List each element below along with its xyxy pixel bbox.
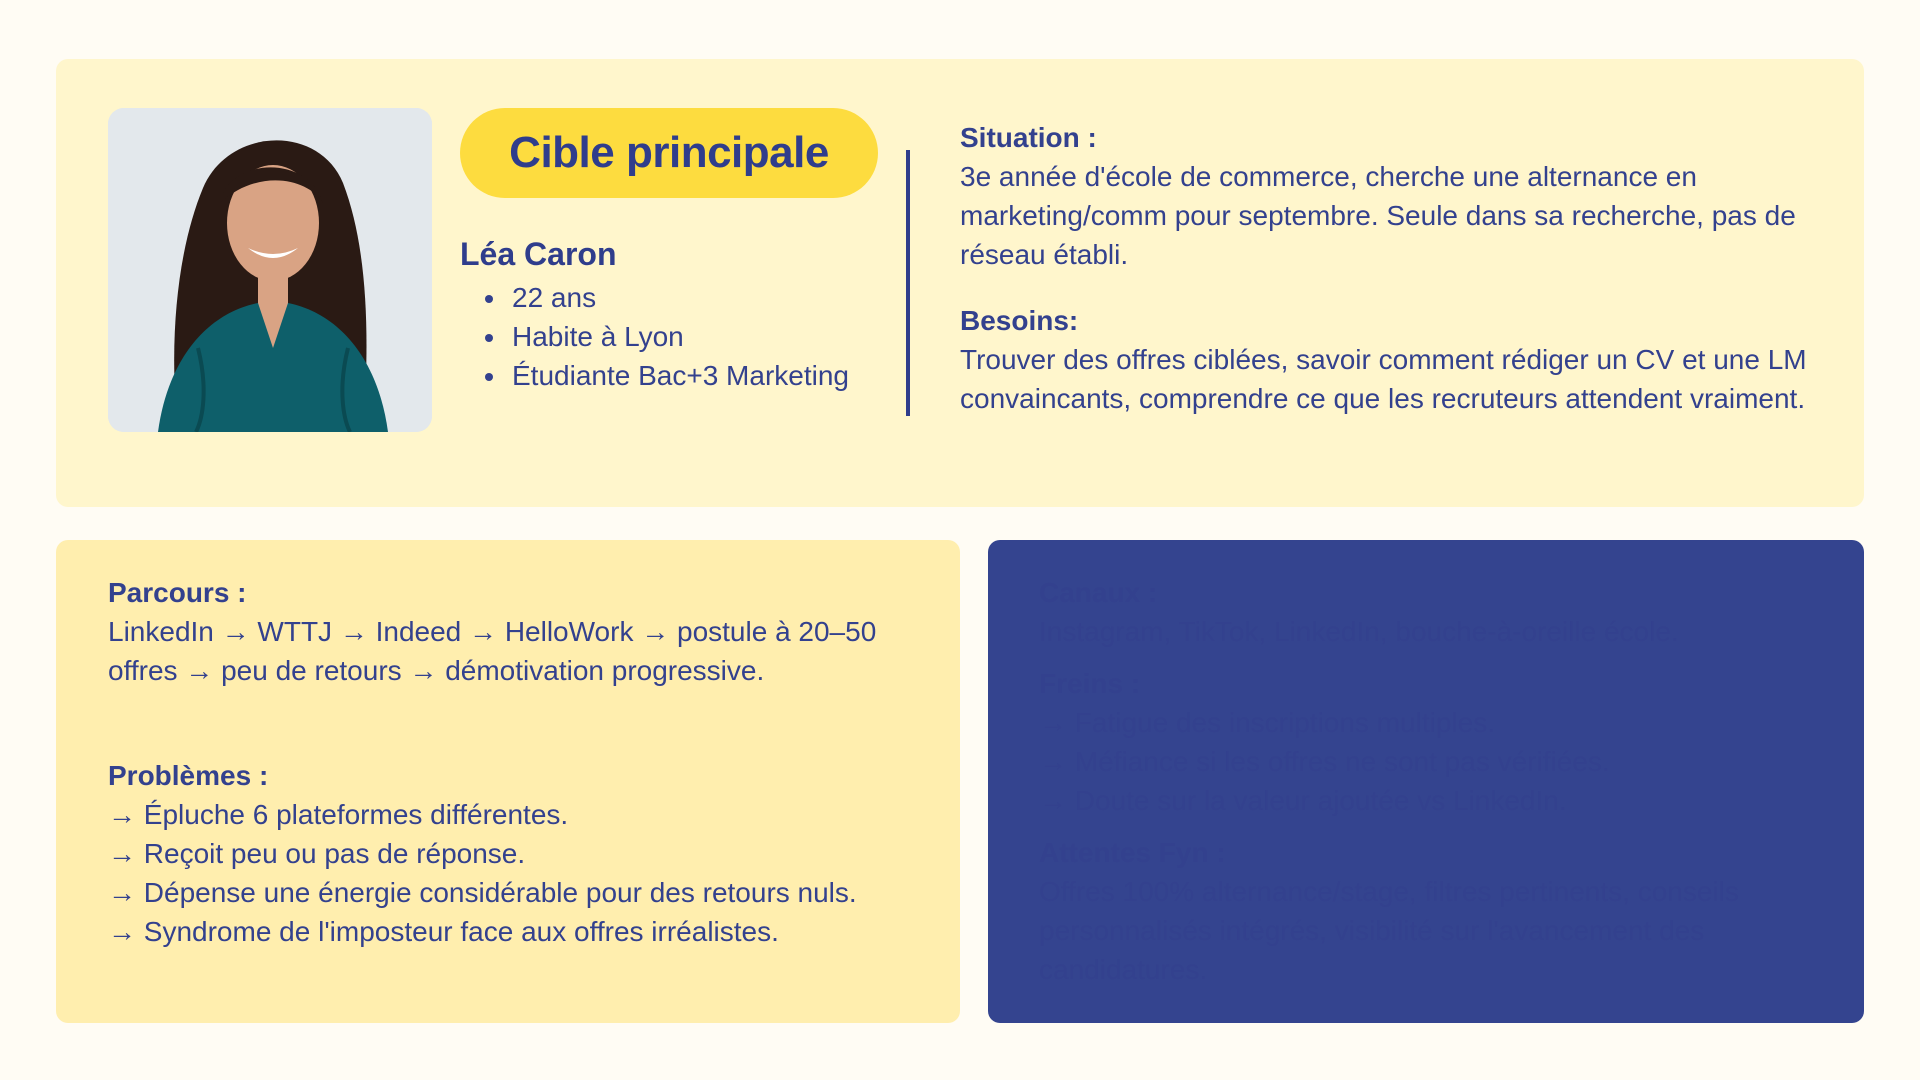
fact-study: • Étudiante Bac+3 Marketing <box>508 356 908 395</box>
problem-item: → Syndrome de l'imposteur face aux offres irréalistes. <box>108 916 779 947</box>
problem-item: → Épluche 6 plateformes différentes. <box>108 799 569 830</box>
situation-label: Situation : <box>960 122 1097 153</box>
journey-label: Parcours : <box>108 577 247 608</box>
divider <box>906 150 910 416</box>
problems-label: Problèmes : <box>108 760 269 791</box>
situation-section <box>960 118 1830 274</box>
barriers-label: Freins : <box>1039 668 1141 699</box>
problem-item: → Reçoit peu ou pas de réponse. <box>108 838 526 869</box>
barrier-item: → Méfiance si les offres ne sont pas vérifiées. <box>1039 746 1610 777</box>
fact-age: • 22 ans <box>508 278 908 317</box>
needs-label: Besoins: <box>960 305 1079 336</box>
fact-city: • Habite à Lyon <box>508 317 908 356</box>
needs-section <box>960 301 1830 418</box>
expectations-section <box>1039 833 1839 989</box>
journey-section <box>108 573 938 690</box>
expectations-label: Attentes Fyn : <box>1039 837 1226 868</box>
barriers-section <box>1039 664 1839 820</box>
persona-photo <box>108 108 432 432</box>
target-badge: Cible principale <box>460 108 878 198</box>
needs-text: Trouver des offres ciblées, savoir comment rédiger un CV et une LM convaincants, comprendre ce que les recruteurs attendent vraiment. <box>960 344 1807 414</box>
channels-section <box>1039 573 1839 651</box>
expectations-text: Offres 100% alternance/stage, filtres pertinents, conseils personnalisés intégrés, visibilité sur l'avancement des candidatures. <box>1039 876 1739 985</box>
journey-text: LinkedIn → WTTJ → Indeed → HelloWork → postule à 20–50 offres → peu de retours → démotivation progressive. <box>108 616 877 686</box>
persona-name: Léa Caron <box>460 236 617 272</box>
persona-facts <box>478 278 908 395</box>
channels-label: Canaux : <box>1039 577 1158 608</box>
channels-text: Instagram, TikTok, LinkedIn, bouche-à-oreille école. <box>1039 616 1679 647</box>
problem-item: → Dépense une énergie considérable pour des retours nuls. <box>108 877 857 908</box>
barrier-item: → Doute sur la valeur ajoutée vs LinkedIn. <box>1039 785 1567 816</box>
situation-text: 3e année d'école de commerce, cherche une alternance en marketing/comm pour septembre. Seule dans sa recherche, pas de réseau établi. <box>960 161 1796 270</box>
barrier-item: → Fatigue des inscriptions multiples. <box>1039 707 1495 738</box>
problems-section <box>108 756 938 951</box>
